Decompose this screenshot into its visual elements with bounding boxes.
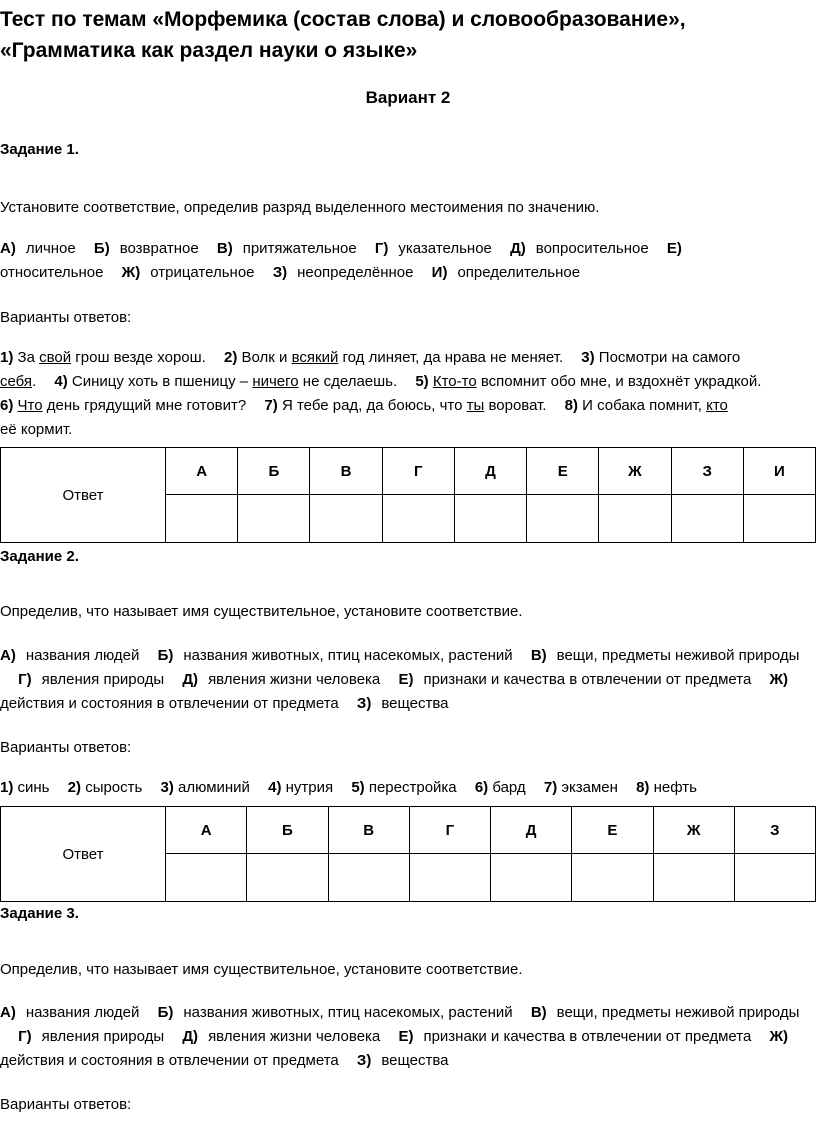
- cat-letter: Д): [182, 1028, 199, 1045]
- table-header-cell: З: [734, 807, 815, 854]
- option-text: экзамен: [561, 779, 618, 796]
- cat-text: указательное: [398, 240, 492, 257]
- cat-text: вещи, предметы неживой природы: [556, 647, 800, 664]
- table-header-cell: Б: [238, 448, 310, 495]
- title-line-2: «Грамматика как раздел науки о языке»: [0, 39, 418, 62]
- table-header-cell: Г: [409, 807, 490, 854]
- cat-letter: Б): [93, 240, 110, 257]
- task3-categories: [0, 1001, 800, 1073]
- cat-letter: Е): [398, 1028, 414, 1045]
- sentence-pre: Волк и: [241, 349, 292, 366]
- cat-text: личное: [25, 240, 76, 257]
- option-number: 5): [351, 779, 365, 796]
- pronoun-highlight: ничего: [252, 373, 299, 390]
- task2-options: [0, 776, 816, 800]
- sentence-number: 6): [0, 397, 14, 414]
- task1-answers-label: Варианты ответов:: [0, 309, 132, 326]
- answer-cell[interactable]: [247, 854, 328, 902]
- sentence-post: её кормит.: [0, 421, 73, 438]
- table-header-cell: В: [310, 448, 382, 495]
- cat-text: вещества: [381, 1052, 449, 1069]
- table-header-cell: А: [166, 807, 247, 854]
- sentence-post: не сделаешь.: [298, 373, 398, 390]
- cat-text: вопросительное: [535, 240, 649, 257]
- sentence-number: 4): [54, 373, 68, 390]
- task3-answers-label: Варианты ответов:: [0, 1096, 132, 1113]
- pronoun-highlight: свой: [39, 349, 72, 366]
- cat-text: названия животных, птиц насекомых, растений: [183, 647, 513, 664]
- pronoun-highlight: всякий: [291, 349, 339, 366]
- pronoun-highlight: Кто-то: [432, 373, 477, 390]
- cat-letter: З): [356, 1052, 372, 1069]
- sentence-number: 2): [224, 349, 238, 366]
- cat-letter: Г): [374, 240, 389, 257]
- cat-text: действия и состояния в отвлечении от предмета: [0, 695, 339, 712]
- answer-cell[interactable]: [310, 495, 382, 543]
- option-text: сырость: [85, 779, 143, 796]
- answer-cell[interactable]: [166, 495, 238, 543]
- pronoun-highlight: Что: [17, 397, 43, 414]
- sentence-number: 7): [264, 397, 278, 414]
- answer-cell[interactable]: [409, 854, 490, 902]
- document-title: [0, 4, 816, 66]
- option-text: нутрия: [285, 779, 334, 796]
- task1-instruction: Установите соответствие, определив разряд выделенного местоимения по значению.: [0, 199, 600, 216]
- cat-letter: А): [0, 1004, 16, 1021]
- task2-answer-table: [0, 806, 816, 902]
- cat-letter: В): [530, 1004, 547, 1021]
- table-header-cell: Ж: [653, 807, 734, 854]
- pronoun-highlight: ты: [466, 397, 485, 414]
- sentence-pre: За: [17, 349, 40, 366]
- task2-heading: Задание 2.: [0, 548, 79, 565]
- option-number: 1): [0, 779, 14, 796]
- cat-text: действия и состояния в отвлечении от предмета: [0, 1052, 339, 1069]
- sentence-pre: Посмотри на самого: [598, 349, 741, 366]
- option-text: нефть: [653, 779, 697, 796]
- table-header-cell: Д: [454, 448, 526, 495]
- answer-cell[interactable]: [238, 495, 310, 543]
- answer-row-label: Ответ: [1, 448, 166, 543]
- table-header-cell: Г: [382, 448, 454, 495]
- answer-cell[interactable]: [166, 854, 247, 902]
- cat-text: признаки и качества в отвлечении от предмета: [423, 671, 752, 688]
- table-header-cell: Ж: [599, 448, 671, 495]
- table-header-cell: А: [166, 448, 238, 495]
- task2-categories: [0, 644, 800, 716]
- sentence-number: 8): [564, 397, 578, 414]
- cat-letter: А): [0, 240, 16, 257]
- cat-text: вещества: [381, 695, 449, 712]
- cat-text: определительное: [457, 264, 581, 281]
- cat-letter: З): [272, 264, 288, 281]
- cat-letter: В): [216, 240, 233, 257]
- cat-text: возвратное: [119, 240, 199, 257]
- cat-letter: Е): [398, 671, 414, 688]
- cat-text: названия людей: [25, 647, 140, 664]
- answer-cell[interactable]: [328, 854, 409, 902]
- answer-cell[interactable]: [527, 495, 599, 543]
- task1-answer-table: [0, 447, 816, 543]
- task1-categories: [0, 237, 800, 285]
- sentence-pre: Я тебе рад, да боюсь, что: [281, 397, 467, 414]
- cat-letter: Б): [157, 647, 174, 664]
- option-text: бард: [492, 779, 526, 796]
- cat-letter: Ж): [769, 671, 789, 688]
- table-header-cell: З: [671, 448, 743, 495]
- pronoun-highlight: кто: [706, 397, 728, 414]
- table-header-cell: Б: [247, 807, 328, 854]
- option-number: 6): [474, 779, 489, 796]
- cat-text: относительное: [0, 264, 104, 281]
- sentence-number: 3): [581, 349, 595, 366]
- title-line-1: Тест по темам «Морфемика (состав слова) и словообразование»,: [0, 8, 686, 31]
- cat-letter: Б): [157, 1004, 174, 1021]
- table-header-cell: Е: [572, 807, 653, 854]
- cat-text: названия людей: [25, 1004, 140, 1021]
- table-header-cell: В: [328, 807, 409, 854]
- cat-text: явления жизни человека: [208, 1028, 381, 1045]
- cat-letter: Д): [510, 240, 526, 257]
- sentence-pre: И собака помнит,: [582, 397, 707, 414]
- task2-instruction: Определив, что называет имя существительное, установите соответствие.: [0, 603, 523, 620]
- option-number: 8): [636, 779, 650, 796]
- option-text: перестройка: [368, 779, 457, 796]
- answer-cell[interactable]: [671, 495, 743, 543]
- task1-sentences: [0, 346, 816, 442]
- cat-text: вещи, предметы неживой природы: [556, 1004, 800, 1021]
- table-header-cell: И: [743, 448, 815, 495]
- cat-letter: З): [356, 695, 372, 712]
- answer-cell[interactable]: [653, 854, 734, 902]
- sentence-post: день грядущий мне готовит?: [42, 397, 247, 414]
- cat-letter: Ж): [121, 264, 141, 281]
- task3-instruction: Определив, что называет имя существительное, установите соответствие.: [0, 961, 523, 978]
- answer-row-label: Ответ: [1, 807, 166, 902]
- answer-cell[interactable]: [734, 854, 815, 902]
- sentence-post: вороват.: [484, 397, 547, 414]
- answer-cell[interactable]: [743, 495, 815, 543]
- answer-cell[interactable]: [572, 854, 653, 902]
- cat-text: явления природы: [41, 1028, 165, 1045]
- answer-cell[interactable]: [599, 495, 671, 543]
- answer-cell[interactable]: [491, 854, 572, 902]
- option-number: 2): [67, 779, 82, 796]
- cat-letter: Ж): [769, 1028, 789, 1045]
- cat-text: отрицательное: [150, 264, 255, 281]
- option-number: 7): [543, 779, 558, 796]
- table-header-cell: Е: [527, 448, 599, 495]
- sentence-number: 5): [415, 373, 429, 390]
- cat-letter: А): [0, 647, 16, 664]
- variant-heading: Вариант 2: [365, 88, 451, 107]
- sentence-post: вспомнит обо мне, и вздохнёт украдкой.: [476, 373, 762, 390]
- option-text: синь: [17, 779, 50, 796]
- cat-text: названия животных, птиц насекомых, растений: [183, 1004, 513, 1021]
- table-header-cell: Д: [491, 807, 572, 854]
- sentence-post: .: [32, 373, 37, 390]
- cat-letter: Г): [18, 1028, 32, 1045]
- cat-text: притяжательное: [242, 240, 357, 257]
- cat-letter: Д): [182, 671, 199, 688]
- cat-text: явления жизни человека: [208, 671, 381, 688]
- answer-cell[interactable]: [454, 495, 526, 543]
- sentence-number: 1): [0, 349, 14, 366]
- cat-letter: Г): [18, 671, 32, 688]
- sentence-post: грош везде хорош.: [71, 349, 206, 366]
- option-number: 4): [268, 779, 282, 796]
- task1-heading: Задание 1.: [0, 141, 79, 158]
- cat-letter: Е): [666, 240, 682, 257]
- option-number: 3): [160, 779, 174, 796]
- cat-letter: В): [530, 647, 547, 664]
- cat-letter: И): [431, 264, 448, 281]
- task3-heading: Задание 3.: [0, 905, 79, 922]
- answer-cell[interactable]: [382, 495, 454, 543]
- sentence-pre: Синицу хоть в пшеницу –: [71, 373, 253, 390]
- sentence-post: год линяет, да нрава не меняет.: [338, 349, 564, 366]
- cat-text: неопределённое: [297, 264, 414, 281]
- option-text: алюминий: [178, 779, 250, 796]
- task2-answers-label: Варианты ответов:: [0, 739, 132, 756]
- cat-text: явления природы: [41, 671, 165, 688]
- pronoun-highlight: себя: [0, 373, 33, 390]
- cat-text: признаки и качества в отвлечении от предмета: [423, 1028, 752, 1045]
